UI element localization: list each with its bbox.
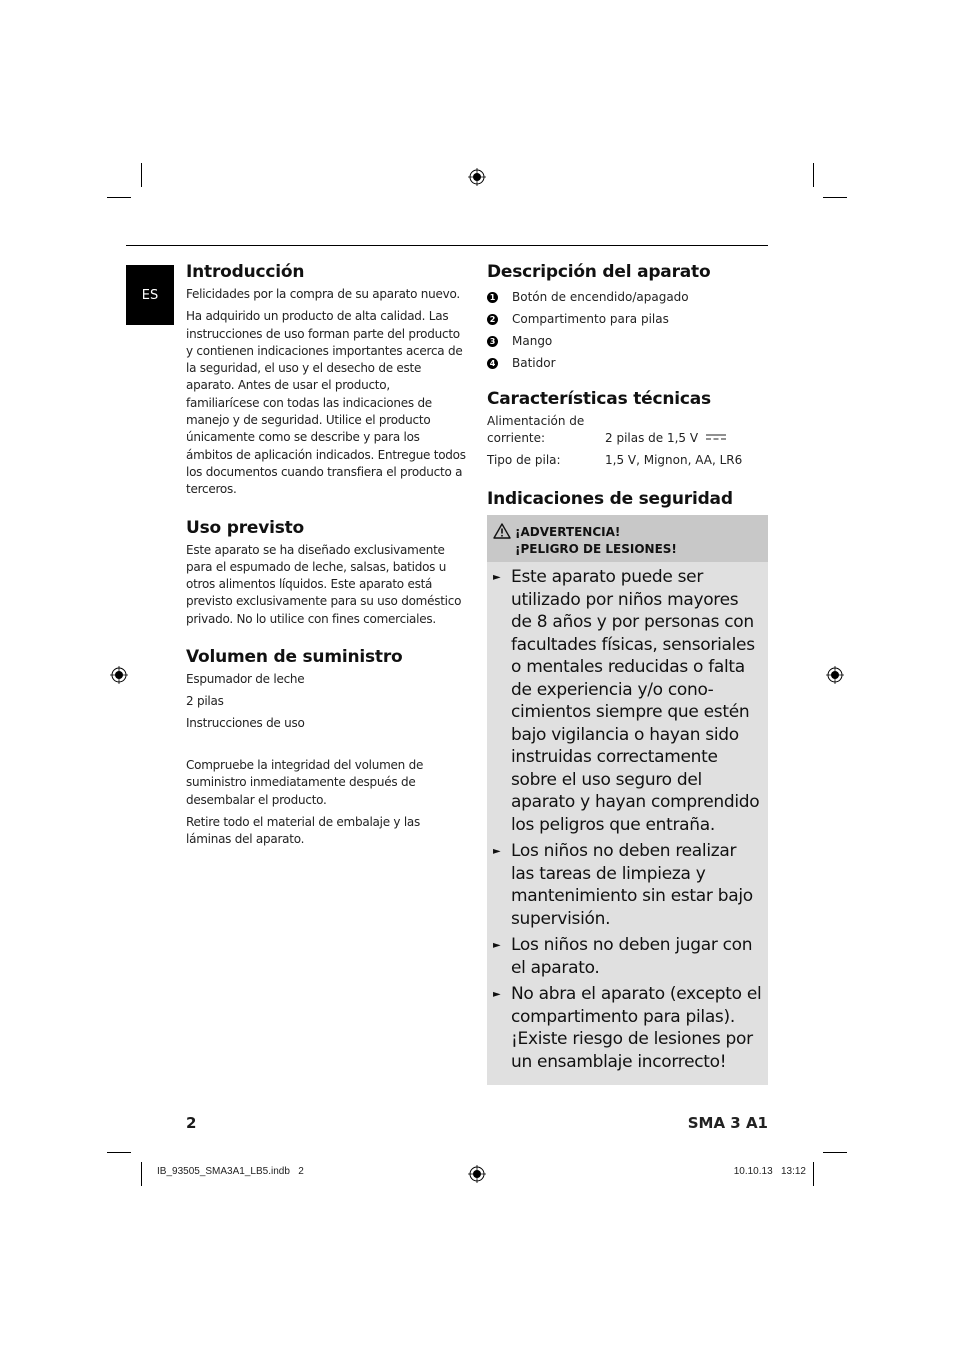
number-badge: 3 xyxy=(487,336,498,347)
warning-subtitle: ¡PELIGRO DE LESIONES! xyxy=(515,542,677,556)
list-item: ► No abra el aparato (excepto el compartimento para pilas). ¡Existe riesgo de lesiones por un ensamblaje incorrecto! xyxy=(493,984,762,1072)
crop-mark xyxy=(107,197,131,198)
spec-row: Alimentación de corriente: 2 pilas de 1,5 V xyxy=(487,413,768,447)
number-badge: 2 xyxy=(487,314,498,325)
crop-mark xyxy=(823,1152,847,1153)
dc-symbol-icon xyxy=(706,432,726,442)
warning-header xyxy=(487,515,768,562)
arrow-right-icon: ► xyxy=(493,846,501,857)
paragraph: Ha adquirido un producto de alta calidad. Las instrucciones de uso forman parte del producto y contienen indicaciones importantes acerca de la seguridad, el uso y el desecho de este aparato. Antes de usar el producto, familiarícese con todas las indicaciones de manejo y de seguridad. Utilice el producto únicamente como se describe y para los ámbitos de aplicación indicados. Entregue todos los documentos cuando transfiera el producto a terceros. xyxy=(186,309,466,497)
list-item: 1 Botón de encendido/apagado xyxy=(487,286,768,308)
section-title: Uso previsto xyxy=(186,517,305,538)
crop-mark xyxy=(141,163,142,187)
arrow-right-icon: ► xyxy=(493,989,501,1000)
section-introduccion xyxy=(186,262,466,499)
section-title: Descripción del aparato xyxy=(487,262,711,282)
left-column xyxy=(186,262,466,849)
warning-title: ¡ADVERTENCIA! xyxy=(515,525,621,539)
paragraph: Retire todo el material de embalaje y las láminas del aparato. xyxy=(186,814,421,847)
paragraph: Compruebe la integridad del volumen de suministro inmediatamente después de desembalar el producto. xyxy=(186,758,424,807)
crop-mark xyxy=(823,197,847,198)
list-item: 3 Mango xyxy=(487,330,768,352)
slug-date: 10.10.13 13:12 xyxy=(733,1166,806,1177)
arrow-right-icon: ► xyxy=(493,572,501,583)
right-column xyxy=(487,262,768,1085)
warning-box xyxy=(487,515,768,1085)
list-item: 2 pilas xyxy=(186,694,224,709)
header-rule xyxy=(126,245,768,246)
list-item: 4 Batidor xyxy=(487,352,768,374)
list-item: 2 Compartimento para pilas xyxy=(487,308,768,330)
list-item: ► Este aparato puede ser utilizado por niños mayores de 8 años y por personas con facultades físicas, sensoriales o mentales reducidas o falta de experiencia y/o conocimientos siempre que estén bajo vigilancia o hayan sido instruidas correctamente sobre el uso seguro del aparato y hayan comprendido los peligros que entraña. xyxy=(493,567,760,835)
registration-mark-icon xyxy=(826,666,844,684)
spec-row: Tipo de pila: 1,5 V, Mignon, AA, LR6 xyxy=(487,453,743,467)
arrow-right-icon: ► xyxy=(493,940,501,951)
list-item: ► Los niños no deben realizar las tareas de limpieza y mantenimiento sin estar bajo supervisión. xyxy=(493,841,753,929)
slug-file: IB_93505_SMA3A1_LB5.indb 2 xyxy=(157,1166,304,1177)
registration-mark-icon xyxy=(468,1165,486,1183)
number-badge: 1 xyxy=(487,292,498,303)
page-number: 2 xyxy=(186,1114,197,1132)
section-uso-previsto xyxy=(186,518,466,628)
section-descripcion xyxy=(487,262,768,374)
section-title: Introducción xyxy=(186,262,305,282)
language-tab: ES xyxy=(126,265,174,325)
list-item: ► Los niños no deben jugar con el aparato. xyxy=(493,935,753,978)
crop-mark xyxy=(141,1162,142,1186)
paragraph: Este aparato se ha diseñado exclusivamente para el espumado de leche, salsas, batidos u otros alimentos líquidos. Este aparato está previsto exclusivamente para su uso doméstico privado. No lo utilice con fines comerciales. xyxy=(186,542,462,626)
section-volumen xyxy=(186,647,466,848)
section-title: Indicaciones de seguridad xyxy=(487,489,733,509)
crop-mark xyxy=(107,1152,131,1153)
parts-list xyxy=(487,286,768,374)
section-title: Volumen de suministro xyxy=(186,647,403,668)
section-title: Características técnicas xyxy=(487,389,711,409)
safety-list xyxy=(487,562,768,1073)
crop-mark xyxy=(813,1162,814,1186)
warning-triangle-icon xyxy=(493,523,511,539)
list-item: Espumador de leche xyxy=(186,672,305,687)
model-label: SMA 3 A1 xyxy=(687,1114,768,1132)
section-seguridad xyxy=(487,489,768,1085)
list-item: Instrucciones de uso xyxy=(186,716,305,731)
section-caracteristicas xyxy=(487,389,768,469)
paragraph: Felicidades por la compra de su aparato nuevo. xyxy=(186,287,460,301)
crop-mark xyxy=(813,163,814,187)
spec-table xyxy=(487,413,768,469)
registration-mark-icon xyxy=(468,168,486,186)
registration-mark-icon xyxy=(110,666,128,684)
number-badge: 4 xyxy=(487,358,498,369)
